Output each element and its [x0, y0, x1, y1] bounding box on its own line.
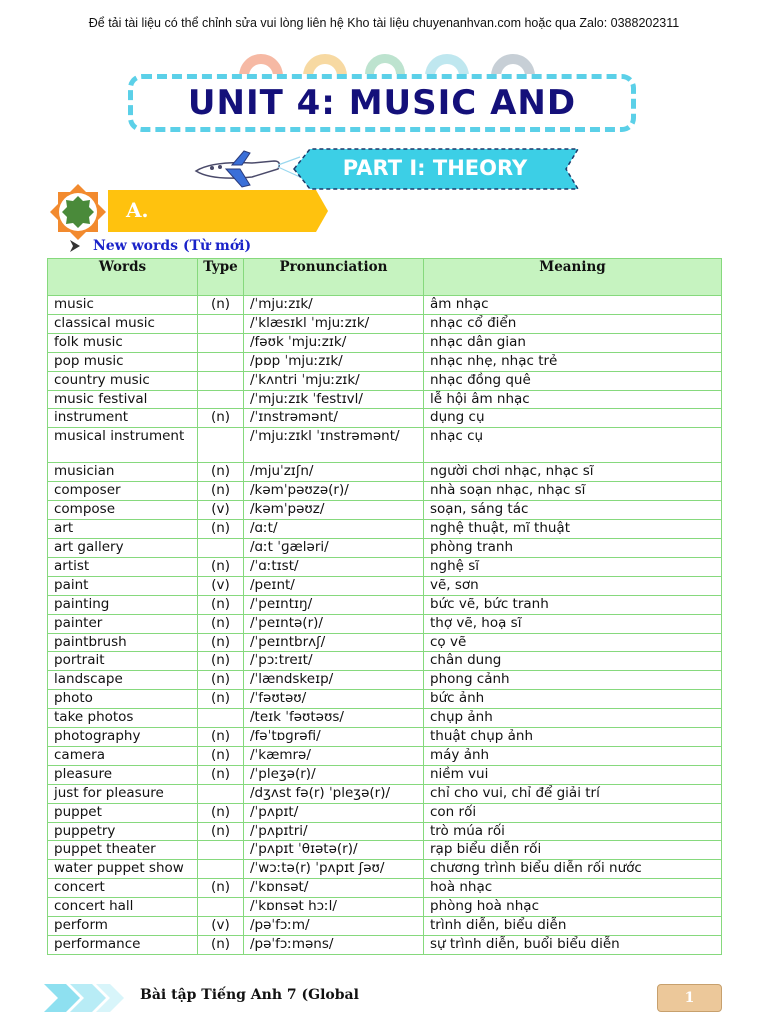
meaning-cell: soạn, sáng tác	[424, 501, 722, 520]
type-cell	[198, 841, 244, 860]
type-cell: (v)	[198, 501, 244, 520]
word-cell: concert hall	[48, 898, 198, 917]
word-cell: classical music	[48, 314, 198, 333]
word-cell: paint	[48, 576, 198, 595]
table-row	[48, 936, 722, 955]
table-row	[48, 803, 722, 822]
header-meaning: Meaning	[424, 259, 722, 296]
word-cell: musical instrument	[48, 428, 198, 463]
word-cell: puppet theater	[48, 841, 198, 860]
word-cell: puppet	[48, 803, 198, 822]
meaning-cell: vẽ, sơn	[424, 576, 722, 595]
table-row	[48, 463, 722, 482]
pronunciation-cell: /ˈkʌntri ˈmjuːzɪk/	[244, 371, 424, 390]
table-row	[48, 671, 722, 690]
type-cell: (v)	[198, 576, 244, 595]
pronunciation-cell: /ˈmjuːzɪkl ˈɪnstrəmənt/	[244, 428, 424, 463]
word-cell: country music	[48, 371, 198, 390]
pronunciation-cell: /fəʊk ˈmjuːzɪk/	[244, 333, 424, 352]
meaning-cell: nhạc cổ điển	[424, 314, 722, 333]
type-cell	[198, 428, 244, 463]
table-row	[48, 390, 722, 409]
word-cell: just for pleasure	[48, 784, 198, 803]
type-cell	[198, 709, 244, 728]
type-cell	[198, 390, 244, 409]
pronunciation-cell: /ˈpeɪntɪŋ/	[244, 595, 424, 614]
table-row	[48, 898, 722, 917]
title-frame	[128, 74, 636, 132]
table-row	[48, 538, 722, 557]
meaning-cell: phong cảnh	[424, 671, 722, 690]
table-row	[48, 633, 722, 652]
meaning-cell: chỉ cho vui, chỉ để giải trí	[424, 784, 722, 803]
meaning-cell: bức vẽ, bức tranh	[424, 595, 722, 614]
meaning-cell: bức ảnh	[424, 690, 722, 709]
pronunciation-cell: /dʒʌst fə(r) ˈpleʒə(r)/	[244, 784, 424, 803]
word-cell: music	[48, 296, 198, 315]
table-row	[48, 614, 722, 633]
table-row	[48, 428, 722, 463]
table-row	[48, 860, 722, 879]
type-cell: (n)	[198, 463, 244, 482]
word-cell: folk music	[48, 333, 198, 352]
table-row	[48, 482, 722, 501]
meaning-cell: nhà soạn nhạc, nhạc sĩ	[424, 482, 722, 501]
pronunciation-cell: /ɑːt/	[244, 520, 424, 539]
table-row	[48, 879, 722, 898]
meaning-cell: trò múa rối	[424, 822, 722, 841]
pronunciation-cell: /ˈmjuːzɪk ˈfestɪvl/	[244, 390, 424, 409]
type-cell: (n)	[198, 822, 244, 841]
type-cell: (n)	[198, 595, 244, 614]
word-cell: compose	[48, 501, 198, 520]
table-row	[48, 765, 722, 784]
pronunciation-cell: /ˈɑːtɪst/	[244, 557, 424, 576]
type-cell	[198, 538, 244, 557]
word-cell: artist	[48, 557, 198, 576]
meaning-cell: chương trình biểu diễn rối nước	[424, 860, 722, 879]
table-row	[48, 784, 722, 803]
header-pronunciation: Pronunciation	[244, 259, 424, 296]
word-cell: paintbrush	[48, 633, 198, 652]
meaning-cell: phòng tranh	[424, 538, 722, 557]
word-cell: concert	[48, 879, 198, 898]
meaning-cell: cọ vẽ	[424, 633, 722, 652]
type-cell	[198, 314, 244, 333]
word-cell: photo	[48, 690, 198, 709]
meaning-cell: nhạc cụ	[424, 428, 722, 463]
meaning-cell: âm nhạc	[424, 296, 722, 315]
type-cell	[198, 371, 244, 390]
word-cell: musician	[48, 463, 198, 482]
type-cell: (n)	[198, 879, 244, 898]
table-row	[48, 520, 722, 539]
table-header-row	[48, 259, 722, 296]
header-type: Type	[198, 259, 244, 296]
word-cell: puppetry	[48, 822, 198, 841]
table-row	[48, 371, 722, 390]
word-cell: music festival	[48, 390, 198, 409]
arrow-bullet-icon	[68, 240, 82, 255]
airplane-icon	[192, 147, 302, 193]
pronunciation-cell: /ˈpʌpɪtri/	[244, 822, 424, 841]
table-row	[48, 333, 722, 352]
table-row	[48, 576, 722, 595]
pronunciation-cell: /pəˈfɔːm/	[244, 917, 424, 936]
new-words-heading: New words (Từ mới)	[93, 238, 252, 254]
type-cell: (n)	[198, 409, 244, 428]
word-cell: perform	[48, 917, 198, 936]
type-cell	[198, 860, 244, 879]
table-row	[48, 409, 722, 428]
table-row	[48, 690, 722, 709]
pronunciation-cell: /ˈpʌpɪt ˈθɪətə(r)/	[244, 841, 424, 860]
type-cell	[198, 898, 244, 917]
type-cell: (n)	[198, 614, 244, 633]
pronunciation-cell: /ˈmjuːzɪk/	[244, 296, 424, 315]
meaning-cell: thợ vẽ, hoạ sĩ	[424, 614, 722, 633]
table-row	[48, 746, 722, 765]
pronunciation-cell: /teɪk ˈfəʊtəʊs/	[244, 709, 424, 728]
pronunciation-cell: /ˈwɔːtə(r) ˈpʌpɪt ʃəʊ/	[244, 860, 424, 879]
type-cell: (n)	[198, 482, 244, 501]
type-cell: (n)	[198, 652, 244, 671]
word-cell: composer	[48, 482, 198, 501]
meaning-cell: hoà nhạc	[424, 879, 722, 898]
meaning-cell: phòng hoà nhạc	[424, 898, 722, 917]
table-row	[48, 728, 722, 747]
table-row	[48, 822, 722, 841]
table-row	[48, 314, 722, 333]
meaning-cell: dụng cụ	[424, 409, 722, 428]
type-cell	[198, 333, 244, 352]
table-row	[48, 917, 722, 936]
meaning-cell: chân dung	[424, 652, 722, 671]
type-cell: (n)	[198, 633, 244, 652]
pronunciation-cell: /ˈpɔːtreɪt/	[244, 652, 424, 671]
meaning-cell: nhạc đồng quê	[424, 371, 722, 390]
word-cell: take photos	[48, 709, 198, 728]
vocabulary-table	[47, 258, 722, 955]
pronunciation-cell: /ˈpeɪntbrʌʃ/	[244, 633, 424, 652]
page-number-badge: 1	[657, 984, 722, 1012]
type-cell: (v)	[198, 917, 244, 936]
pronunciation-cell: /pəˈfɔːməns/	[244, 936, 424, 955]
type-cell: (n)	[198, 746, 244, 765]
word-cell: pleasure	[48, 765, 198, 784]
word-cell: performance	[48, 936, 198, 955]
pronunciation-cell: /fəˈtɒɡrəfi/	[244, 728, 424, 747]
type-cell	[198, 352, 244, 371]
table-row	[48, 652, 722, 671]
pronunciation-cell: /mjuˈzɪʃn/	[244, 463, 424, 482]
header-note: Để tải tài liệu có thể chỉnh sửa vui lòng liên hệ Kho tài liệu chuyenanhvan.com hoặc qua Zalo: 0388202311	[88, 16, 680, 30]
meaning-cell: nhạc dân gian	[424, 333, 722, 352]
section-label: A.	[126, 198, 149, 222]
vocabulary-rows	[48, 296, 722, 955]
pronunciation-cell: /ˈpleʒə(r)/	[244, 765, 424, 784]
pronunciation-cell: /ˈpeɪntə(r)/	[244, 614, 424, 633]
word-cell: instrument	[48, 409, 198, 428]
word-cell: camera	[48, 746, 198, 765]
meaning-cell: thuật chụp ảnh	[424, 728, 722, 747]
chevron-arrows-icon	[44, 982, 128, 1014]
pronunciation-cell: /ˈkæmrə/	[244, 746, 424, 765]
type-cell: (n)	[198, 671, 244, 690]
meaning-cell: máy ảnh	[424, 746, 722, 765]
meaning-cell: nghệ sĩ	[424, 557, 722, 576]
pronunciation-cell: /ˈklæsɪkl ˈmjuːzɪk/	[244, 314, 424, 333]
header-words: Words	[48, 259, 198, 296]
word-cell: photography	[48, 728, 198, 747]
type-cell: (n)	[198, 803, 244, 822]
pronunciation-cell: /ˈfəʊtəʊ/	[244, 690, 424, 709]
meaning-cell: nhạc nhẹ, nhạc trẻ	[424, 352, 722, 371]
word-cell: art	[48, 520, 198, 539]
pronunciation-cell: /ˈpʌpɪt/	[244, 803, 424, 822]
type-cell: (n)	[198, 690, 244, 709]
type-cell: (n)	[198, 520, 244, 539]
meaning-cell: niềm vui	[424, 765, 722, 784]
meaning-cell: trình diễn, biểu diễn	[424, 917, 722, 936]
pronunciation-cell: /ˈlændskeɪp/	[244, 671, 424, 690]
footer-book-title: Bài tập Tiếng Anh 7 (Global	[140, 987, 359, 1003]
pronunciation-cell: /pɒp ˈmjuːzɪk/	[244, 352, 424, 371]
type-cell: (n)	[198, 728, 244, 747]
word-cell: landscape	[48, 671, 198, 690]
word-cell: painter	[48, 614, 198, 633]
table-row	[48, 595, 722, 614]
meaning-cell: con rối	[424, 803, 722, 822]
meaning-cell: người chơi nhạc, nhạc sĩ	[424, 463, 722, 482]
table-row	[48, 557, 722, 576]
pronunciation-cell: /ˈkɒnsət/	[244, 879, 424, 898]
type-cell: (n)	[198, 936, 244, 955]
table-row	[48, 709, 722, 728]
pronunciation-cell: /kəmˈpəʊzə(r)/	[244, 482, 424, 501]
pronunciation-cell: /ˈɪnstrəmənt/	[244, 409, 424, 428]
word-cell: portrait	[48, 652, 198, 671]
word-cell: art gallery	[48, 538, 198, 557]
type-cell: (n)	[198, 765, 244, 784]
page-title: UNIT 4: MUSIC AND	[187, 83, 577, 123]
meaning-cell: rạp biểu diễn rối	[424, 841, 722, 860]
pronunciation-cell: /peɪnt/	[244, 576, 424, 595]
meaning-cell: sự trình diễn, buổi biểu diễn	[424, 936, 722, 955]
table-row	[48, 296, 722, 315]
meaning-cell: chụp ảnh	[424, 709, 722, 728]
pronunciation-cell: /kəmˈpəʊz/	[244, 501, 424, 520]
medal-icon	[46, 182, 110, 242]
table-row	[48, 501, 722, 520]
pronunciation-cell: /ˈkɒnsət hɔːl/	[244, 898, 424, 917]
table-row	[48, 352, 722, 371]
part-label: PART I: THEORY	[342, 156, 528, 180]
type-cell	[198, 784, 244, 803]
word-cell: painting	[48, 595, 198, 614]
word-cell: water puppet show	[48, 860, 198, 879]
pronunciation-cell: /ɑːt ˈɡæləri/	[244, 538, 424, 557]
type-cell: (n)	[198, 296, 244, 315]
word-cell: pop music	[48, 352, 198, 371]
type-cell: (n)	[198, 557, 244, 576]
table-row	[48, 841, 722, 860]
meaning-cell: nghệ thuật, mĩ thuật	[424, 520, 722, 539]
meaning-cell: lễ hội âm nhạc	[424, 390, 722, 409]
